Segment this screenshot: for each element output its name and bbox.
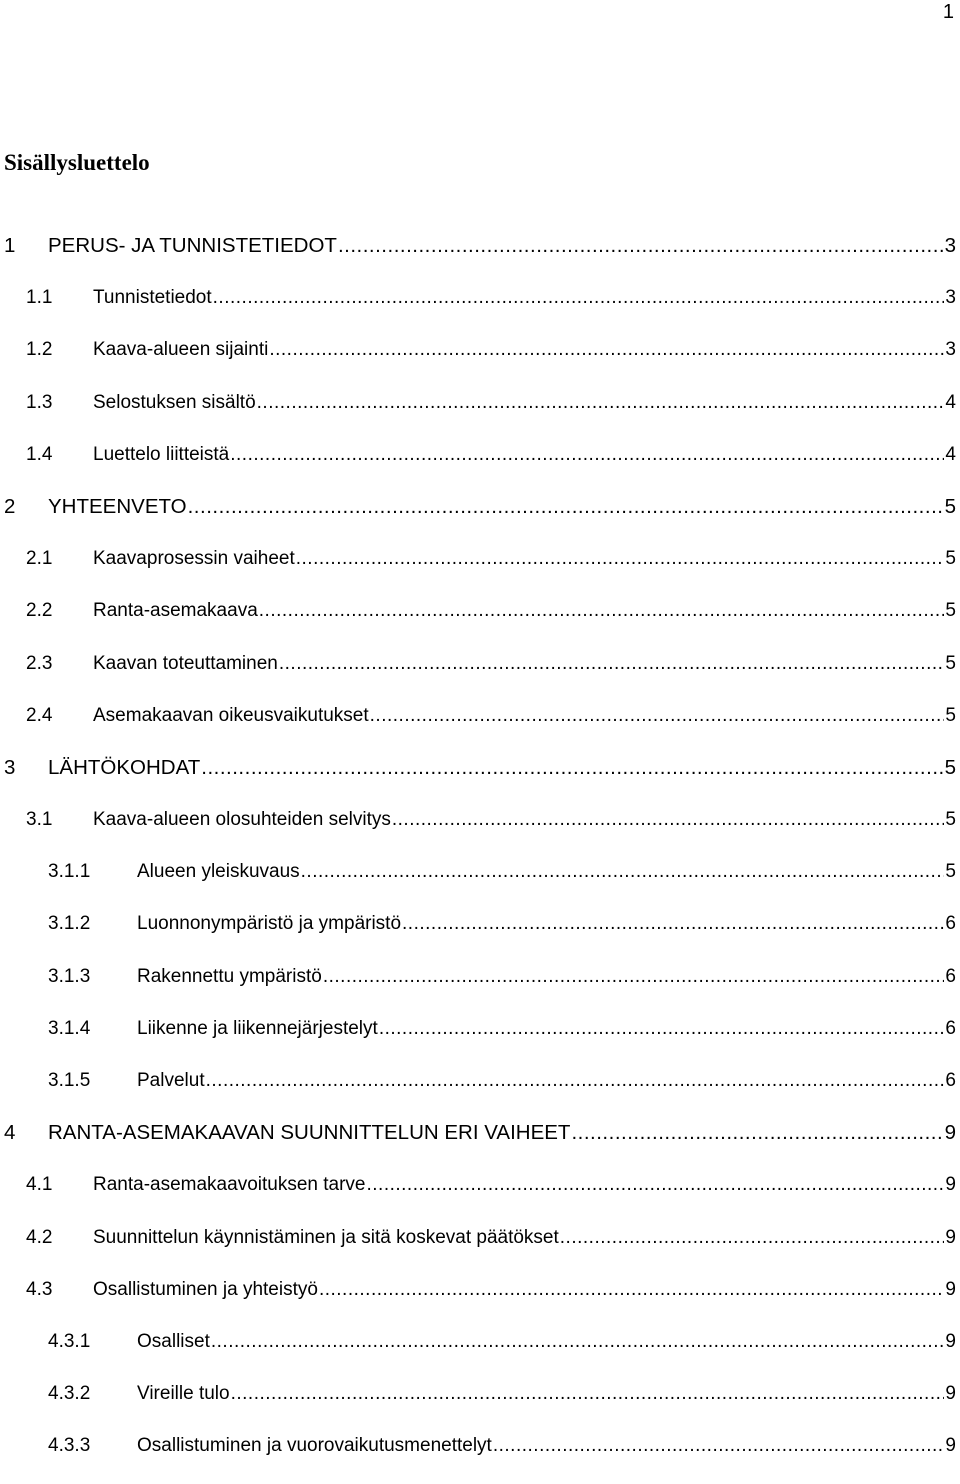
dot-leader bbox=[571, 1118, 943, 1148]
toc-entry[interactable] bbox=[0, 805, 960, 857]
toc-entry-label[interactable]: Kaava-alueen olosuhteiden selvitys bbox=[93, 809, 391, 831]
toc-entry-body bbox=[93, 701, 956, 731]
toc-entry-page[interactable]: 6 bbox=[945, 965, 956, 987]
toc-entry-number: 4.1 bbox=[26, 1174, 53, 1196]
toc-entry[interactable] bbox=[0, 1379, 960, 1431]
toc-entry[interactable] bbox=[0, 388, 960, 440]
toc-entry-number: 3 bbox=[4, 755, 16, 779]
toc-entry-page[interactable]: 9 bbox=[945, 1330, 956, 1352]
toc-entry-page[interactable]: 4 bbox=[945, 443, 956, 465]
toc-entry-number: 4.3.2 bbox=[48, 1383, 91, 1405]
toc-entry-label[interactable]: PERUS- JA TUNNISTETIEDOT bbox=[48, 234, 337, 257]
toc-entry-page[interactable]: 5 bbox=[945, 861, 956, 883]
toc-entry-page[interactable]: 6 bbox=[945, 913, 956, 935]
toc-entry-page[interactable]: 5 bbox=[945, 704, 956, 726]
dot-leader bbox=[323, 962, 945, 992]
toc-entry-page[interactable]: 4 bbox=[945, 391, 956, 413]
toc-entry-body bbox=[137, 857, 956, 887]
toc-entry[interactable] bbox=[0, 283, 960, 335]
toc-entry-body bbox=[93, 1275, 956, 1305]
toc-entry[interactable] bbox=[0, 544, 960, 596]
toc-entry[interactable] bbox=[0, 1431, 960, 1483]
toc-entry-page[interactable]: 9 bbox=[944, 1121, 956, 1145]
toc-entry-label[interactable]: YHTEENVETO bbox=[48, 494, 187, 518]
toc-entry[interactable] bbox=[0, 701, 960, 753]
toc-title: Sisällysluettelo bbox=[4, 150, 150, 175]
toc-entry-page[interactable]: 9 bbox=[945, 1226, 956, 1248]
toc-entry-body bbox=[93, 805, 956, 835]
dot-leader bbox=[392, 805, 945, 835]
toc-entry-number: 2.2 bbox=[26, 600, 53, 622]
dot-leader bbox=[338, 231, 944, 261]
dot-leader bbox=[259, 596, 945, 626]
toc-entry-label[interactable]: Vireille tulo bbox=[137, 1383, 230, 1405]
toc-entry-page[interactable]: 9 bbox=[945, 1435, 956, 1457]
toc-entry-page[interactable]: 6 bbox=[945, 1070, 956, 1091]
toc-entry-number: 2 bbox=[4, 494, 16, 518]
toc-entry-page[interactable]: 3 bbox=[944, 234, 956, 257]
toc-entry-number: 4.2 bbox=[26, 1226, 53, 1248]
dot-leader bbox=[213, 283, 945, 313]
toc-entry-body bbox=[137, 1066, 956, 1096]
toc-entry-number: 1.3 bbox=[26, 391, 53, 413]
dot-leader bbox=[402, 909, 944, 939]
toc-entry-page[interactable]: 5 bbox=[945, 652, 956, 674]
toc-entry[interactable] bbox=[0, 596, 960, 648]
toc-entry-body bbox=[93, 649, 956, 679]
toc-entry[interactable] bbox=[0, 1014, 960, 1066]
dot-leader bbox=[493, 1431, 945, 1461]
toc-entry-page[interactable]: 9 bbox=[945, 1383, 956, 1405]
toc-entry-label[interactable]: Asemakaavan oikeusvaikutukset bbox=[93, 704, 369, 726]
toc-entry-body bbox=[137, 1431, 956, 1461]
toc-entry-label[interactable]: Ranta-asemakaavoituksen tarve bbox=[93, 1174, 366, 1196]
dot-leader bbox=[230, 440, 944, 470]
toc-entry-label[interactable]: LÄHTÖKOHDAT bbox=[48, 755, 201, 779]
toc-entry[interactable] bbox=[0, 1327, 960, 1379]
toc-entry-number: 4.3.1 bbox=[48, 1330, 91, 1352]
toc-entry-body bbox=[93, 335, 956, 365]
toc-entry-label[interactable]: Kaavaprosessin vaiheet bbox=[93, 548, 295, 570]
dot-leader bbox=[296, 544, 945, 574]
toc-entry-page[interactable]: 5 bbox=[944, 755, 956, 779]
toc-entry-label[interactable]: Osallistuminen ja yhteistyö bbox=[93, 1278, 318, 1300]
toc-entry-body bbox=[48, 231, 956, 261]
toc-entry-page[interactable]: 5 bbox=[944, 494, 956, 518]
dot-leader bbox=[257, 388, 945, 418]
toc-entry-page[interactable]: 9 bbox=[945, 1174, 956, 1196]
toc-entry-label[interactable]: Osalliset bbox=[137, 1330, 210, 1352]
toc-entry-body bbox=[137, 1379, 956, 1409]
toc-entry-label[interactable]: Luonnonympäristö ja ympäristö bbox=[137, 913, 402, 935]
toc-entry-page[interactable]: 6 bbox=[945, 1017, 956, 1039]
toc-entry[interactable] bbox=[0, 753, 960, 805]
toc-entry-body bbox=[137, 962, 956, 992]
toc-entry-body bbox=[137, 1327, 956, 1357]
toc-entry-body bbox=[93, 1170, 956, 1200]
toc-entry-label[interactable]: RANTA-ASEMAKAAVAN SUUNNITTELUN ERI VAIHEET bbox=[48, 1121, 571, 1145]
toc-entry[interactable] bbox=[0, 649, 960, 701]
toc-entry-label[interactable]: Selostuksen sisältö bbox=[93, 391, 256, 413]
toc-entry-number: 2.1 bbox=[26, 548, 53, 570]
toc-entry[interactable] bbox=[0, 335, 960, 387]
toc-entry-body bbox=[93, 596, 956, 626]
toc-entry-page[interactable]: 5 bbox=[945, 548, 956, 570]
toc-entry-page[interactable]: 5 bbox=[945, 809, 956, 831]
dot-leader bbox=[188, 492, 944, 522]
toc-entry-page[interactable]: 3 bbox=[945, 287, 956, 309]
toc-entry-number: 1.4 bbox=[26, 443, 53, 465]
toc-entry-number: 1.1 bbox=[26, 287, 53, 309]
page-number: 1 bbox=[942, 1, 954, 23]
toc-entry-label[interactable]: Alueen yleiskuvaus bbox=[137, 861, 300, 883]
dot-leader bbox=[201, 753, 943, 783]
toc-entry[interactable] bbox=[0, 857, 960, 909]
toc-entry[interactable] bbox=[0, 1170, 960, 1222]
toc-entry-body bbox=[93, 388, 956, 418]
toc-entry-label[interactable]: Tunnistetiedot bbox=[93, 287, 212, 309]
toc-entry-label[interactable]: Palvelut bbox=[137, 1070, 205, 1091]
dot-leader bbox=[560, 1223, 945, 1253]
toc-entry-number: 3.1.5 bbox=[48, 1070, 91, 1091]
toc-entry-number: 1.2 bbox=[26, 339, 53, 361]
toc-entry-label[interactable]: Luettelo liitteistä bbox=[93, 443, 230, 465]
toc-entry-page[interactable]: 3 bbox=[945, 339, 956, 361]
dot-leader bbox=[231, 1379, 945, 1409]
toc-entry-body bbox=[48, 492, 956, 522]
toc-entry[interactable] bbox=[0, 440, 960, 492]
toc-entry-number: 3.1 bbox=[26, 809, 53, 831]
toc-entry-number: 2.3 bbox=[26, 652, 53, 674]
dot-leader bbox=[279, 649, 945, 679]
toc-entry-number: 3.1.2 bbox=[48, 913, 91, 935]
toc-entry[interactable] bbox=[0, 1066, 960, 1118]
toc-entry-number: 3.1.3 bbox=[48, 965, 91, 987]
dot-leader bbox=[269, 335, 944, 365]
toc-entry[interactable] bbox=[0, 1275, 960, 1327]
toc-entry[interactable] bbox=[0, 492, 960, 544]
dot-leader bbox=[379, 1014, 945, 1044]
toc-entry-number: 3.1.4 bbox=[48, 1017, 91, 1039]
toc-entry-number: 1 bbox=[4, 234, 16, 257]
toc-entry-number: 2.4 bbox=[26, 704, 53, 726]
toc-entry[interactable] bbox=[0, 231, 960, 283]
dot-leader bbox=[370, 701, 945, 731]
toc-entry-label[interactable]: Rakennettu ympäristö bbox=[137, 965, 322, 987]
dot-leader bbox=[301, 857, 945, 887]
toc-entry-body bbox=[137, 909, 956, 939]
table-of-contents bbox=[0, 231, 960, 1484]
toc-entry-page[interactable]: 5 bbox=[945, 600, 956, 622]
toc-entry-body bbox=[93, 1223, 956, 1253]
toc-entry-body bbox=[93, 440, 956, 470]
dot-leader bbox=[319, 1275, 944, 1305]
toc-entry-label[interactable]: Ranta-asemakaava bbox=[93, 600, 258, 622]
toc-entry-page[interactable]: 9 bbox=[945, 1278, 956, 1300]
toc-entry-label[interactable]: Kaavan toteuttaminen bbox=[93, 652, 278, 674]
toc-entry-body bbox=[48, 1118, 956, 1148]
toc-entry[interactable] bbox=[0, 909, 960, 961]
toc-entry-body bbox=[93, 544, 956, 574]
toc-entry-body bbox=[137, 1014, 956, 1044]
toc-entry[interactable] bbox=[0, 1118, 960, 1170]
toc-entry[interactable] bbox=[0, 962, 960, 1014]
toc-entry-label[interactable]: Osallistuminen ja vuorovaikutusmenettelyt bbox=[137, 1435, 492, 1457]
dot-leader bbox=[206, 1066, 945, 1096]
dot-leader bbox=[366, 1170, 944, 1200]
toc-entry-number: 4.3 bbox=[26, 1278, 53, 1300]
toc-entry-number: 4.3.3 bbox=[48, 1435, 91, 1457]
toc-entry[interactable] bbox=[0, 1223, 960, 1275]
toc-entry-label[interactable]: Liikenne ja liikennejärjestelyt bbox=[137, 1017, 378, 1039]
dot-leader bbox=[211, 1327, 945, 1357]
toc-entry-number: 3.1.1 bbox=[48, 861, 91, 883]
toc-entry-body bbox=[48, 753, 956, 783]
toc-entry-label[interactable]: Suunnittelun käynnistäminen ja sitä koskevat päätökset bbox=[93, 1226, 559, 1248]
toc-entry-body bbox=[93, 283, 956, 313]
toc-entry-number: 4 bbox=[4, 1121, 16, 1145]
toc-entry-label[interactable]: Kaava-alueen sijainti bbox=[93, 339, 269, 361]
